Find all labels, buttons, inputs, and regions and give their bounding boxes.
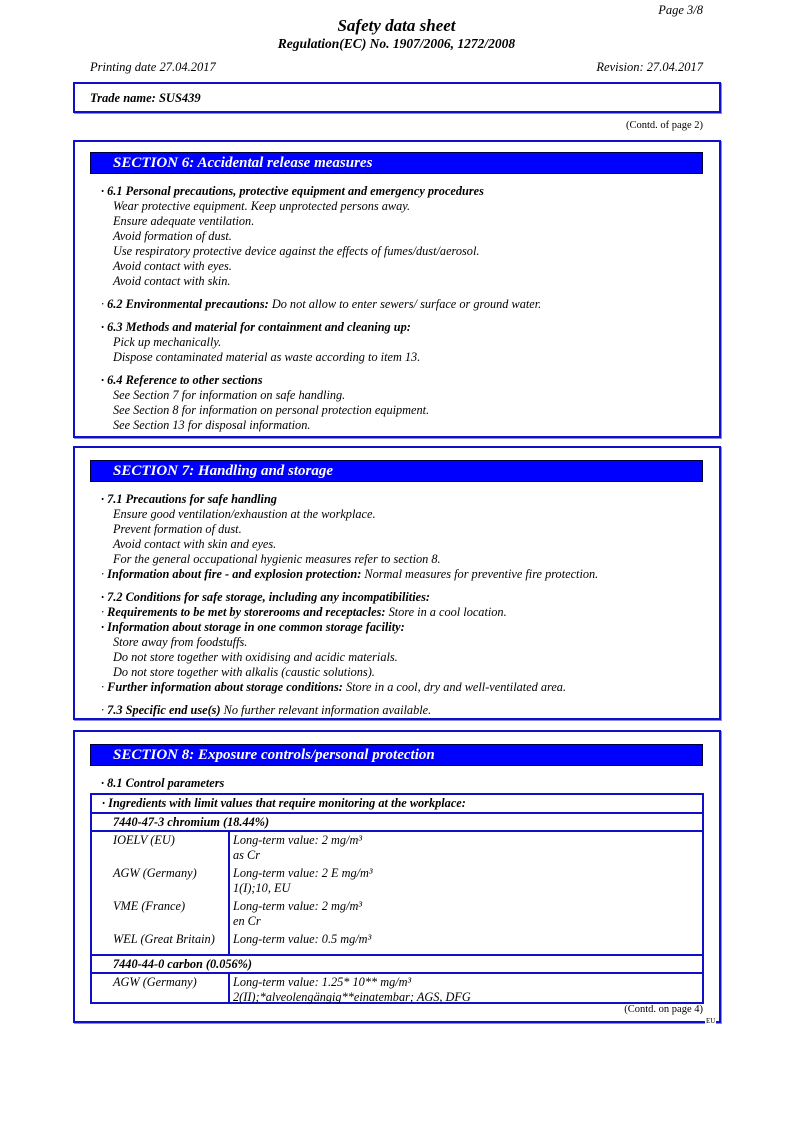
column-divider (228, 974, 230, 1004)
substance-row (92, 954, 702, 971)
section-7-box (73, 446, 721, 720)
limit-note: as Cr (233, 848, 260, 862)
common-storage-title: · Information about storage in one common storage facility: (101, 620, 405, 634)
s64-line: See Section 8 for information on personal protection equipment. (113, 403, 430, 417)
subsection-6-2: · 6.2 Environmental precautions: Do not allow to enter sewers/ surface or ground water. (101, 297, 542, 311)
fire-protection-info: · Information about fire - and explosion protection: Normal measures for preventive fire protection. (101, 567, 599, 581)
s61-line: Wear protective equipment. Keep unprotected persons away. (113, 199, 411, 213)
common-storage-line: Do not store together with oxidising and acidic materials. (113, 650, 398, 664)
s63-line: Dispose contaminated material as waste according to item 13. (113, 350, 421, 364)
authority: AGW (Germany) (113, 975, 197, 989)
limit-values-table (90, 793, 704, 1004)
common-storage-line: Do not store together with alkalis (caustic solutions). (113, 665, 375, 679)
section-8-box (73, 730, 721, 1023)
s64-line: See Section 7 for information on safe handling. (113, 388, 346, 402)
section-6-header: SECTION 6: Accidental release measures (90, 152, 703, 174)
limit-value: Long-term value: 2 E mg/m³ (233, 866, 373, 880)
column-divider (228, 832, 230, 956)
document-title: Safety data sheet (337, 16, 456, 35)
limit-value: Long-term value: 2 mg/m³ (233, 899, 363, 913)
continued-on-note: (Contd. on page 4) (624, 1004, 703, 1015)
limit-value: Long-term value: 0.5 mg/m³ (233, 932, 372, 946)
authority: WEL (Great Britain) (113, 932, 215, 946)
section-6-box (73, 140, 721, 438)
trade-name-box (73, 82, 721, 113)
substance-row (92, 812, 702, 829)
subsection-7-3: · 7.3 Specific end use(s) No further relevant information available. (101, 703, 432, 717)
region-mark: EU (706, 1017, 716, 1025)
limit-value: Long-term value: 2 mg/m³ (233, 833, 363, 847)
limit-note: 2(II);*alveolengängig**einatembar; AGS, DFG (233, 990, 471, 1004)
section-8-header: SECTION 8: Exposure controls/personal protection (90, 744, 703, 766)
subsection-6-3-title: · 6.3 Methods and material for containment and cleaning up: (101, 320, 411, 334)
limit-note: 1(I);10, EU (233, 881, 291, 895)
page-number: Page 3/8 (658, 3, 703, 17)
table-header: · Ingredients with limit values that require monitoring at the workplace: (102, 796, 466, 810)
substance-name: 7440-44-0 carbon (0.056%) (113, 957, 253, 971)
s61-line: Avoid contact with eyes. (113, 259, 232, 273)
limits-block (92, 830, 702, 956)
s61-line: Avoid formation of dust. (113, 229, 232, 243)
authority: AGW (Germany) (113, 866, 197, 880)
revision-date: Revision: 27.04.2017 (596, 60, 703, 74)
subsection-6-1-title: · 6.1 Personal precautions, protective equipment and emergency procedures (101, 184, 484, 198)
s61-line: Ensure adequate ventilation. (113, 214, 255, 228)
limit-value: Long-term value: 1.25* 10** mg/m³ (233, 975, 412, 989)
s71-line: For the general occupational hygienic measures refer to section 8. (113, 552, 441, 566)
trade-name: Trade name: SUS439 (90, 91, 201, 105)
common-storage-line: Store away from foodstuffs. (113, 635, 248, 649)
storeroom-requirements: · Requirements to be met by storerooms and receptacles: Store in a cool location. (101, 605, 507, 619)
substance-name: 7440-47-3 chromium (18.44%) (113, 815, 270, 829)
limits-block (92, 972, 702, 1004)
regulation-subtitle: Regulation(EC) No. 1907/2006, 1272/2008 (277, 36, 516, 51)
authority: VME (France) (113, 899, 186, 913)
s61-line: Use respiratory protective device against the effects of fumes/dust/aerosol. (113, 244, 480, 258)
continued-from-note: (Contd. of page 2) (626, 120, 703, 131)
subsection-7-1-title: · 7.1 Precautions for safe handling (101, 492, 277, 506)
s63-line: Pick up mechanically. (113, 335, 222, 349)
subsection-6-4-title: · 6.4 Reference to other sections (101, 373, 263, 387)
s64-line: See Section 13 for disposal information. (113, 418, 311, 432)
limit-note: en Cr (233, 914, 261, 928)
subsection-8-1-title: · 8.1 Control parameters (101, 776, 225, 790)
authority: IOELV (EU) (113, 833, 175, 847)
subsection-7-2-title: · 7.2 Conditions for safe storage, including any incompatibilities: (101, 590, 430, 604)
section-7-header: SECTION 7: Handling and storage (90, 460, 703, 482)
s71-line: Ensure good ventilation/exhaustion at the workplace. (113, 507, 376, 521)
s71-line: Avoid contact with skin and eyes. (113, 537, 277, 551)
s61-line: Avoid contact with skin. (113, 274, 231, 288)
s71-line: Prevent formation of dust. (113, 522, 242, 536)
further-storage-info: · Further information about storage conditions: Store in a cool, dry and well-ventilated area. (101, 680, 567, 694)
printing-date: Printing date 27.04.2017 (90, 60, 216, 74)
